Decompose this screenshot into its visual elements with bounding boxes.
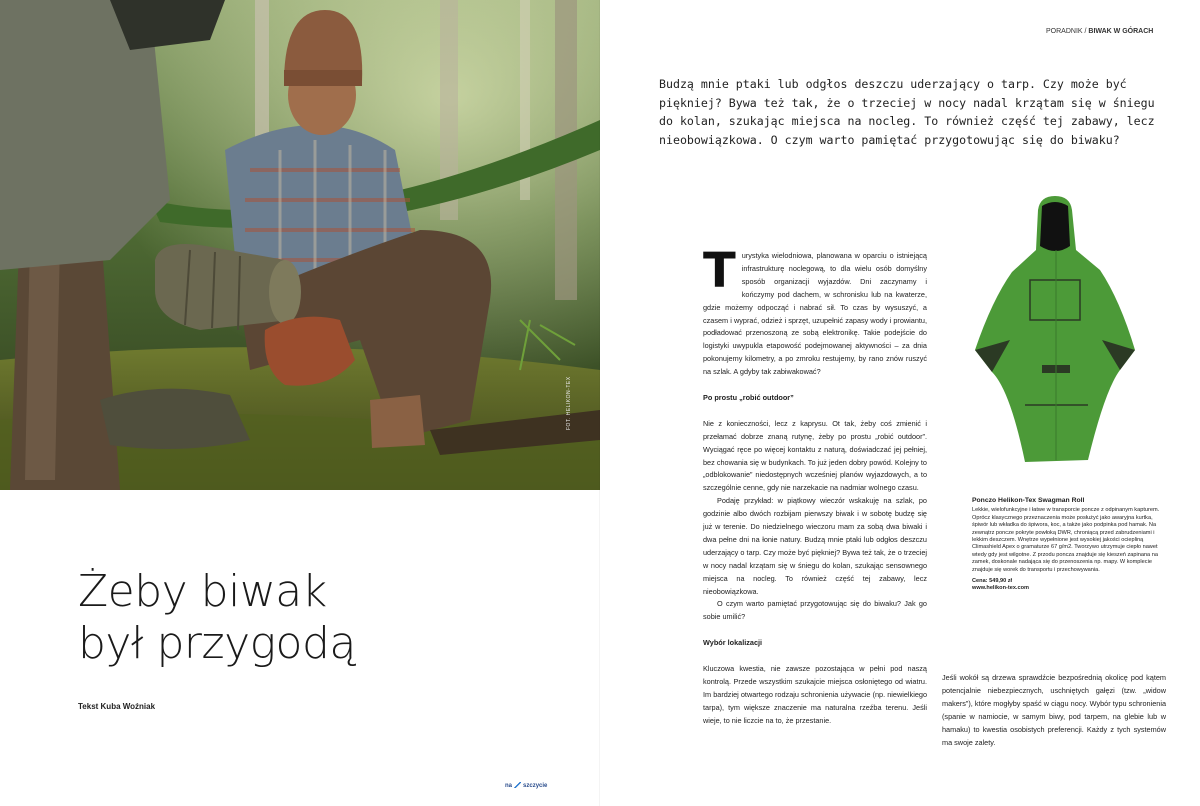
subheading-2: Wybór lokalizacji [703, 638, 763, 648]
photo-credit: FOT. HELIKON-TEX [566, 376, 572, 430]
section-label-prefix: PORADNIK / [1046, 28, 1087, 35]
folio-after: szczycie [523, 783, 548, 789]
article-title [78, 566, 356, 670]
folio-before: na [505, 783, 513, 789]
spacer [703, 379, 927, 392]
product-poncho-image [970, 190, 1140, 480]
product-price: Cena: 549,90 zł [972, 578, 1013, 585]
spacer [703, 650, 927, 663]
article-lede: Budzą mnie ptaki lub odgłos deszczu uderzający o tarp. Czy może być piękniej? Bywa też tak, że o trzeciej w nocy nadal krzątam się w śniegu do kolan, szukając miejsca na nocleg. To również część tej zabawy, lecz nieobowiązkowa. O czym warto pamiętać przygotowując się do biwaku? [659, 77, 1155, 147]
section-label-strong: BIWAK W GÓRACH [1088, 28, 1154, 35]
drop-cap: T [703, 243, 736, 299]
product-title: Ponczo Helikon-Tex Swagman Roll [972, 497, 1085, 504]
body-paragraph-4: O czym warto pamiętać przygotowując się do biwaku? Jak go sobie umilić? [703, 599, 927, 622]
product-url: www.helikon-tex.com [972, 585, 1029, 592]
body-paragraph-2: Nie z konieczności, lecz z kaprysu. Ot tak, żeby coś zmienić i przełamać dobrze znaną rutynę, żeby po prostu „robić outdoor”. Wyciągać ręce po więcej kontaktu z naturą, doświadczać jej pełniej, bez chowania się w budynkach. To już jeden dobry powód. Kolejny to „odblokowanie” niedostępnych wcześniej planów wyjazdowych, a to szczególnie cenne, gdy nie narzekacie na nadmiar wolnego czasu. [703, 418, 927, 493]
body-paragraph-6: Jeśli wokół są drzewa sprawdźcie bezpośrednią okolicę pod kątem potencjalnie niebezpiecznych, uschniętych gałęzi (tzw. „widow makers”), które mogłyby spaść w ciągu nocy. Wybór typu schronienia (spanie w namiocie, w samym biwy, pod tarpem, na glebie lub w hamaku) to kwestia osobistych preferencji. Każdy z tych systemów ma swoje zalety. [942, 673, 1166, 747]
body-paragraph-3: Podaję przykład: w piątkowy wieczór wskakuję na szlak, po godzinie albo dwóch rozbijam pierwszy biwak i w sobotę budzę się już w terenie. Do niedzielnego wieczoru mam za sobą dwa biwaki i dwa pełne dni na łonie natury. Budzą mnie ptaki lub odgłos deszczu uderzający o tarp. Czy może być piękniej? Bywa też tak, że o trzeciej w nocy nadal krzątam się w śniegu do kolan, szukając sensownego miejsca na nocleg. To również część tej zabawy, lecz nieobowiązkowa. [703, 496, 927, 596]
spacer [703, 405, 927, 418]
poncho-icon [970, 190, 1140, 480]
body-column-2 [942, 672, 1166, 749]
spacer [703, 624, 927, 637]
section-label [1046, 28, 1153, 35]
mountain-logo-icon [514, 782, 521, 788]
body-paragraph-1: urystyka wielodniowa, planowana w oparciu o istniejącą infrastrukturę noclegową, to dla wielu osób domyślny sposób organizacji wyjazdów. Dni zaczynamy i kończymy pod dachem, w schronisku lub na kwaterze, gdzie możemy odpocząć i nabrać sił. To czas by wysuszyć, a czasem i wyprać, odzież i sprzęt, uzupełnić zapasy wody i prowiantu, podładować przenoszoną ze sobą elektronikę. Takie podejście do logistyki uwypukla etapowość podejmowanej aktywności – za dnia pokonujemy kilometry, a po zmroku restujemy, by rano znów ruszyć na szlak. A gdyby tak zabiwakować? [703, 251, 927, 377]
product-caption [972, 497, 1162, 593]
hero-photo-illustration [0, 0, 600, 490]
body-column-1 [703, 243, 927, 728]
body-paragraph-5: Kluczowa kwestia, nie zawsze pozostająca w pełni pod naszą kontrolą. Przede wszystkim szukajcie miejsca osłoniętego od wiatru. Im bardziej otwartego rodzaju schronienia używacie (np. niewielkiego tarpa), tym większe znaczenie ma naturalna rzeźba terenu. Jeśli wieje, to nie liczcie na to, że przestanie. [703, 664, 927, 725]
subheading-1: Po prostu „robić outdoor” [703, 392, 794, 402]
article-title-line-2: był przygodą [78, 618, 356, 669]
product-description: Lekkie, wielofunkcyjne i łatwe w transporcie poncze z odpinanym kapturem. Oprócz klasycznego przeznaczenia może posłużyć jako awaryjna kurtka, śpiwór lub wkładka do śpiwora, koc, a także jako podpinka pod hamak. Na zewnątrz poncze pokryte powłoką DWR, chroniącą przed zabrudzeniami i lekkim deszczem. Wnętrze wypełnione jest wysokiej jakości ociepliną Climashield Apex o gramaturze 67 g/m2. Tworzywo utrzymuje ciepło nawet wtedy gdy jest wilgotne. Z przodu poncza znajduje się kieszeń zapinana na zamek, doskonale nadająca się do przenoszenia np. mapy. W komplecie znajduje się worek do transportu i przechowywania. [972, 507, 1160, 573]
article-title-line-1: Żeby biwak [78, 566, 327, 617]
magazine-folio [505, 782, 547, 789]
hero-photo [0, 0, 600, 490]
byline: Tekst Kuba Woźniak [78, 702, 156, 711]
